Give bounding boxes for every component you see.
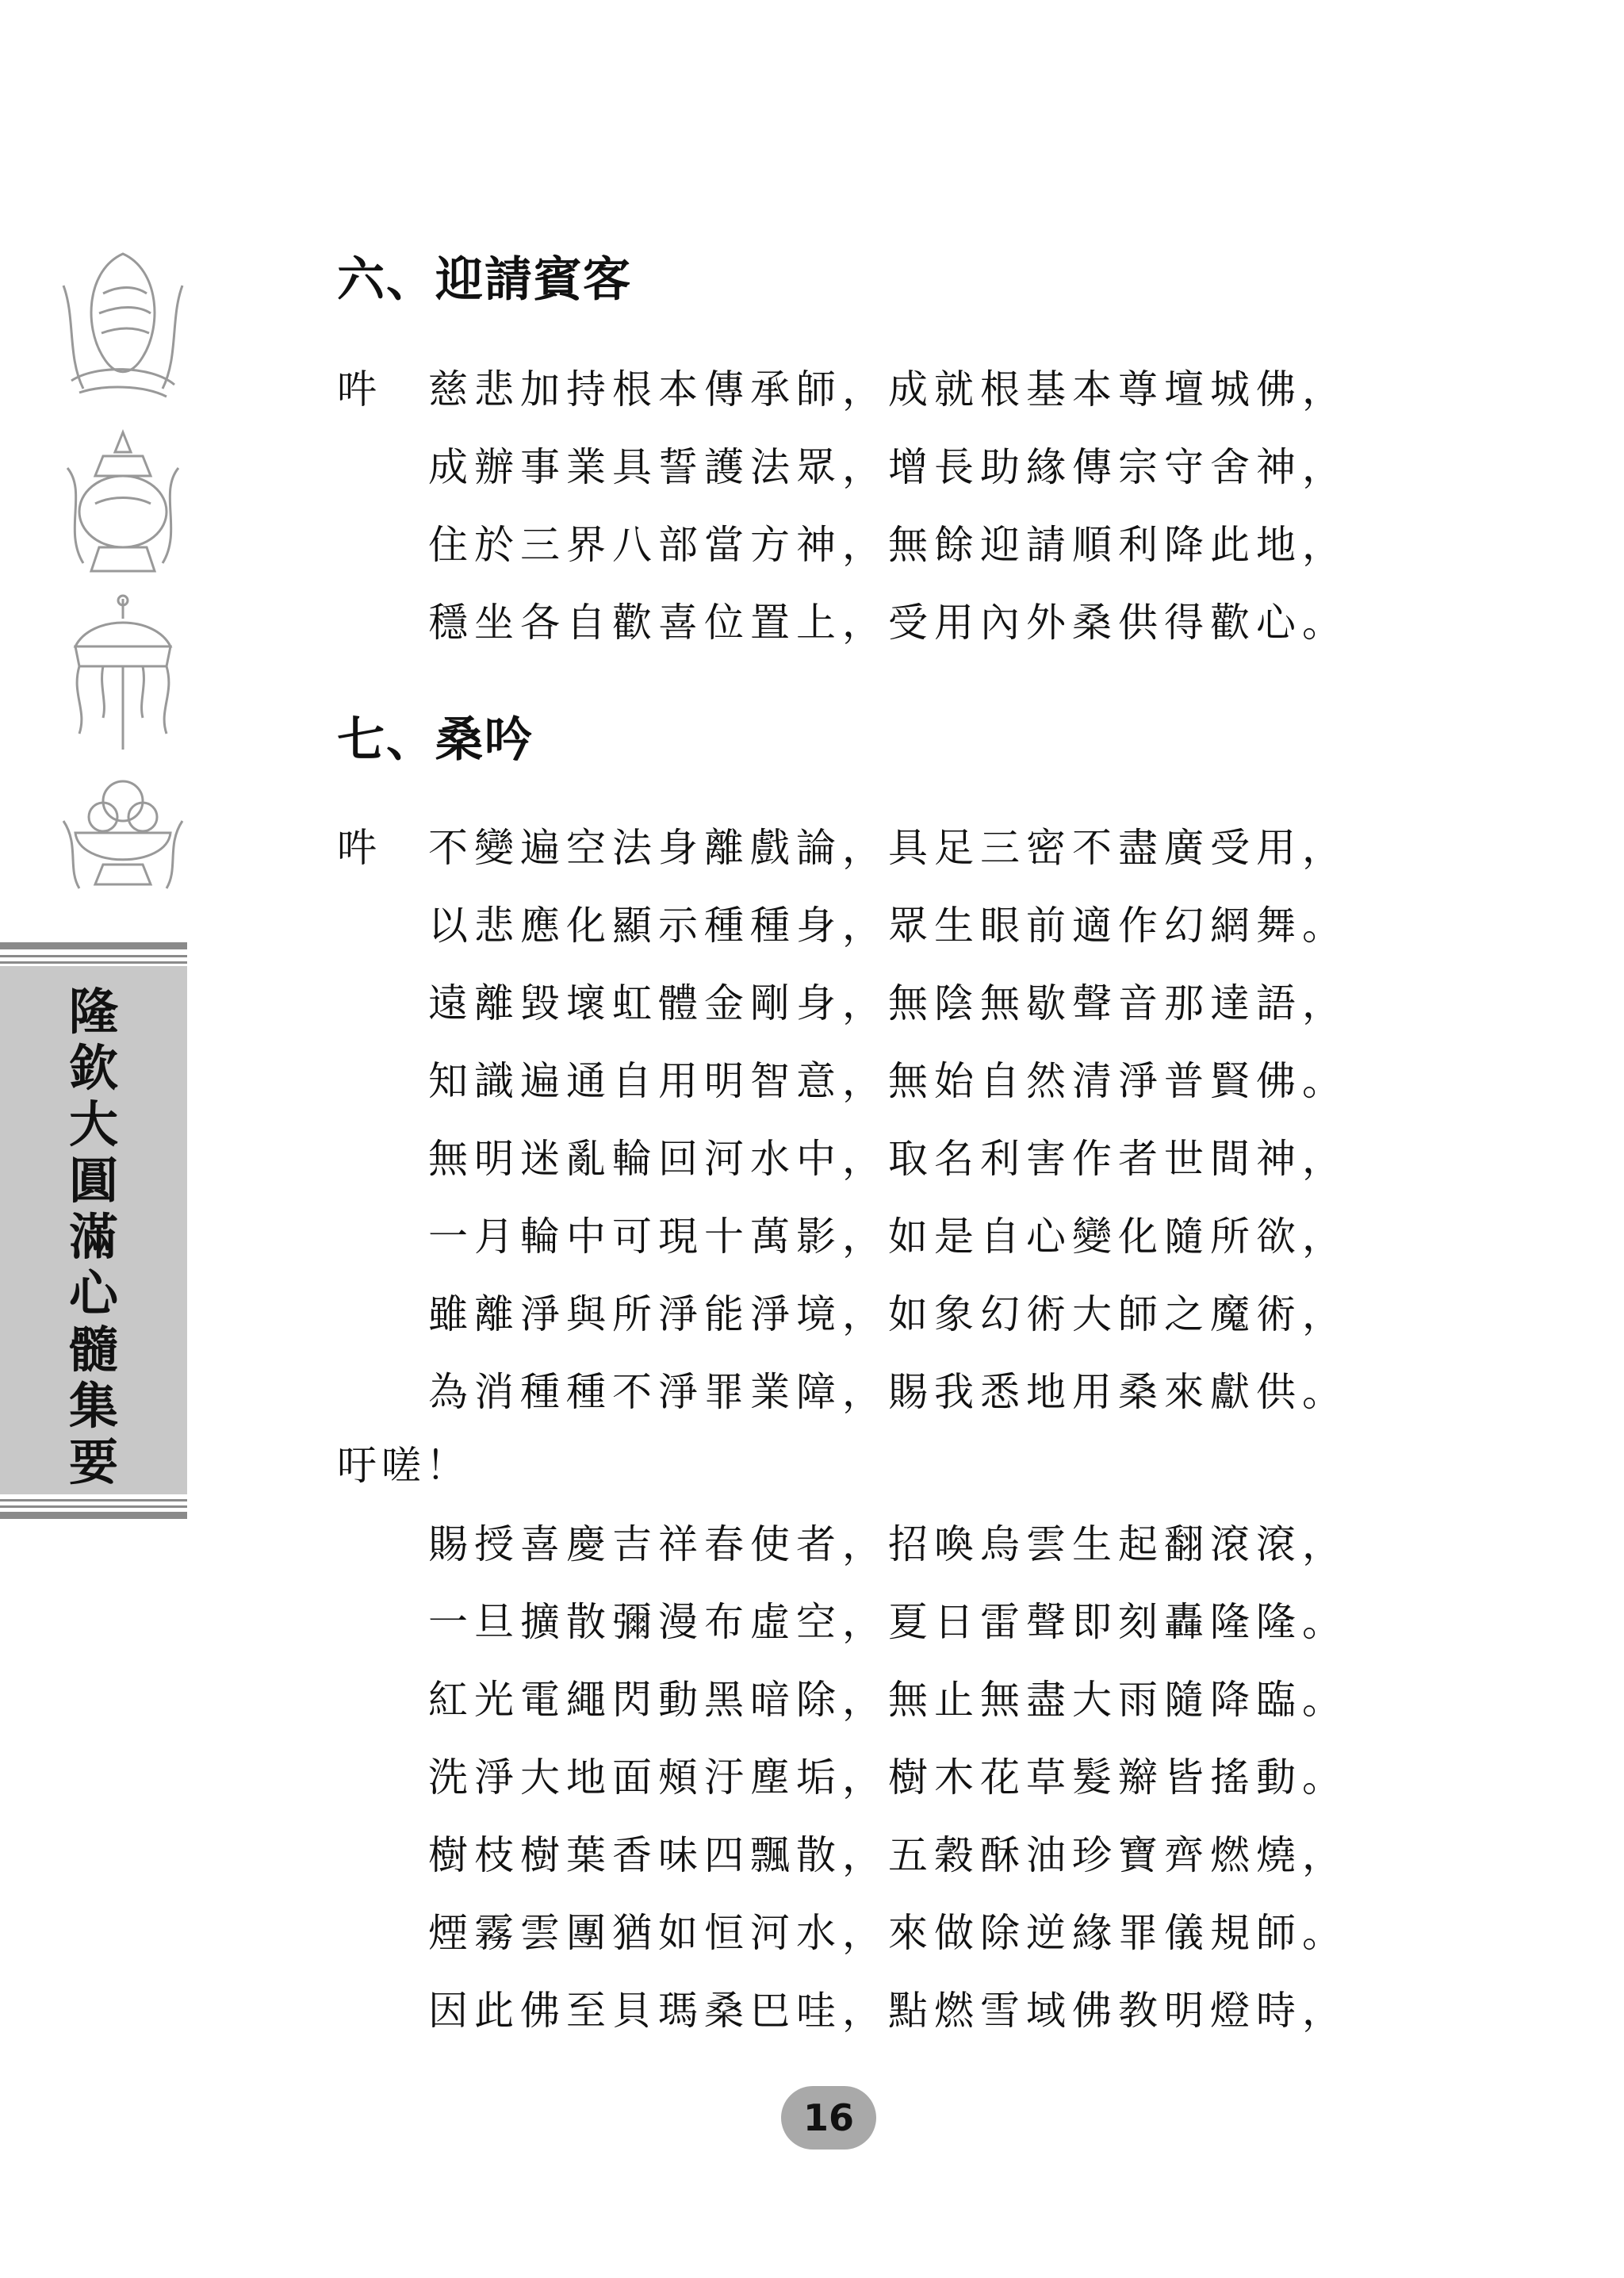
side-title-char: 欽 <box>68 1039 118 1097</box>
verse-text: 穩坐各自歡喜位置上，受用內外桑供得歡心。 <box>428 600 1348 646</box>
side-title-char: 滿 <box>68 1208 118 1266</box>
verse-text: 知識遍通自用明智意，無始自然清淨普賢佛。 <box>428 1058 1348 1104</box>
verse-text: 住於三界八部當方神，無餘迎請順利降此地， <box>428 522 1348 568</box>
side-title-char: 心 <box>68 1264 118 1322</box>
verse-text: 一月輪中可現十萬影，如是自心變化隨所欲， <box>428 1214 1348 1260</box>
parasol-icon <box>56 591 190 757</box>
side-title-char: 要 <box>68 1433 118 1491</box>
side-title-char: 髓 <box>68 1321 118 1379</box>
verse-text: 無明迷亂輪回河水中，取名利害作者世間神， <box>428 1136 1348 1182</box>
verse-text: 雖離淨與所淨能淨境，如象幻術大師之魔術， <box>428 1291 1348 1337</box>
verse-text: 為消種種不淨罪業障，賜我悉地用桑來獻供。 <box>428 1369 1348 1415</box>
section-heading: 六、迎請賓客 <box>337 252 632 308</box>
divider-rule <box>0 961 187 964</box>
divider-rule <box>0 1512 187 1519</box>
conch-shell-icon <box>56 238 190 405</box>
verse-text: 因此佛至貝瑪桑巴哇，點燃雪域佛教明燈時， <box>428 1988 1348 2034</box>
verse-text: 不變遍空法身離戲論，具足三密不盡廣受用， <box>428 825 1348 871</box>
divider-rule <box>0 955 187 957</box>
verse-text: 以悲應化顯示種種身，眾生眼前適作幻網舞。 <box>428 903 1348 949</box>
verse-lead-syllable: 吽 <box>337 366 383 412</box>
verse-text: 遠離毀壞虹體金剛身，無陰無歇聲音那達語， <box>428 980 1348 1026</box>
side-title-char: 圓 <box>68 1152 118 1210</box>
verse-text: 一旦擴散彌漫布虛空，夏日雷聲即刻轟隆隆。 <box>428 1599 1348 1645</box>
page-number: 16 <box>781 2086 876 2150</box>
divider-rule <box>0 1499 187 1501</box>
divider-rule <box>0 942 187 949</box>
interjection: 吁嗟！ <box>337 1443 470 1489</box>
verse-text: 洗淨大地面頰汙塵垢，樹木花草髮辮皆搖動。 <box>428 1755 1348 1801</box>
verse-text: 慈悲加持根本傳承師，成就根基本尊壇城佛， <box>428 366 1348 412</box>
verse-lead-syllable: 吽 <box>337 825 383 871</box>
verse-text: 樹枝樹葉香味四飄散，五穀酥油珍寶齊燃燒， <box>428 1832 1348 1878</box>
verse-text: 煙霧雲團猶如恒河水，來做除逆緣罪儀規師。 <box>428 1910 1348 1956</box>
treasure-vase-icon <box>56 420 190 587</box>
side-title-char: 隆 <box>68 983 118 1041</box>
section-heading: 七、桑吟 <box>337 712 534 768</box>
verse-text: 賜授喜慶吉祥春使者，招喚烏雲生起翻滾滾， <box>428 1521 1348 1567</box>
divider-rule <box>0 1505 187 1508</box>
jewel-bowl-icon <box>56 765 190 900</box>
side-title-char: 集 <box>68 1377 118 1435</box>
verse-text: 成辦事業具誓護法眾，增長助緣傳宗守舍神， <box>428 444 1348 490</box>
side-title-char: 大 <box>68 1095 118 1153</box>
verse-text: 紅光電繩閃動黑暗除，無止無盡大雨隨降臨。 <box>428 1677 1348 1723</box>
side-title <box>0 984 187 1490</box>
